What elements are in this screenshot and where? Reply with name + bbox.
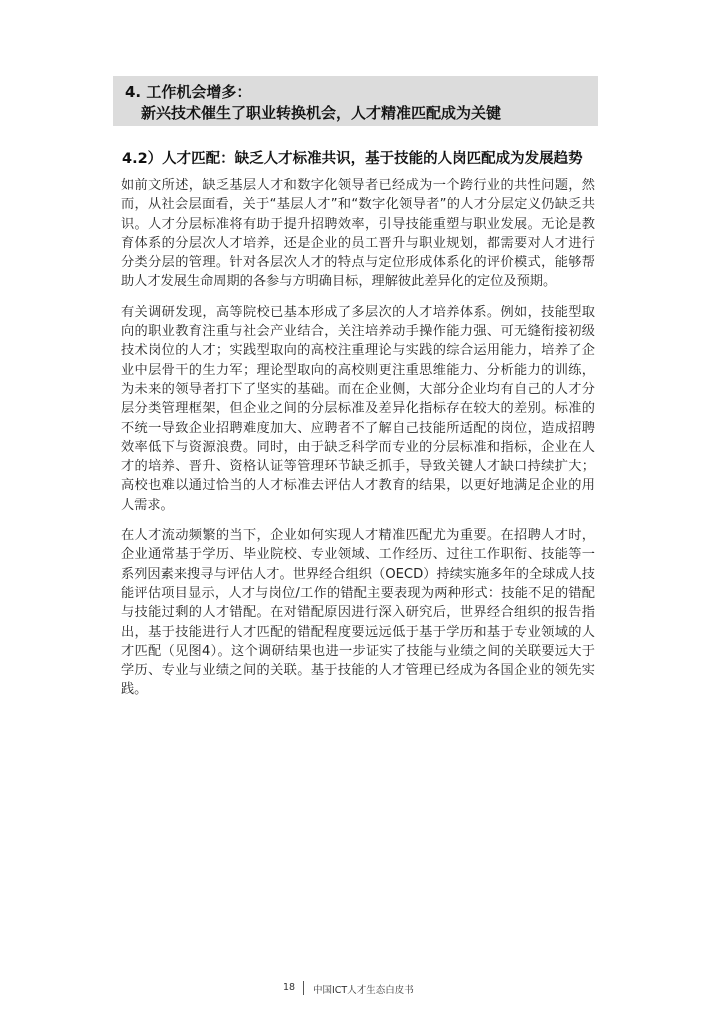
- paragraph: 有关调研发现，高等院校已基本形成了多层次的人才培养体系。例如，技能型取向的职业教育注重与社会产业结合，关注培养动手操作能力强、可无缝衔接初级技术岗位的人才；实践型取向的高校注重理论与实践的综合运用能力，培养了企业中层骨干的生力军；理论型取向的高校则更注重思维能力、分析能力的训练，为未来的领导者打下了坚实的基础。而在企业侧，大部分企业均有自己的人才分层分类管理框架，但企业之间的分层标准及差异化指标存在较大的差别。标准的不统一导致企业招聘难度加大、应聘者不了解自己技能所适配的岗位，造成招聘效率低下与资源浪费。同时，由于缺乏科学而专业的分层标准和指标，企业在人才的培养、晋升、资格认证等管理环节缺乏抓手，导致关键人才缺口持续扩大；高校也难以通过恰当的人才标准去评估人才教育的结果，以更好地满足企业的用人需求。: [121, 304, 595, 513]
- paragraph: 如前文所述，缺乏基层人才和数字化领导者已经成为一个跨行业的共性问题，然而，从社会层面看，关于“基层人才”和“数字化领导者”的人才分层定义仍缺乏共识。人才分层标准将有助于提升招聘效率，引导技能重塑与职业发展。无论是教育体系的分层次人才培养，还是企业的员工晋升与职业规划，都需要对人才进行分类分层的管理。针对各层次人才的特点与定位形成体系化的评价模式，能够帮助人才发展生命周期的各参与方明确目标，理解彼此差异化的定位及预期。: [121, 178, 595, 290]
- footer-divider: [303, 981, 304, 995]
- section-heading-line2: 新兴技术催生了职业转换机会，人才精准匹配成为关键: [141, 104, 502, 122]
- section-heading-line1: 4. 工作机会增多：: [125, 83, 252, 101]
- section-heading-banner: [113, 76, 598, 126]
- document-title: 中国ICT人才生态白皮书: [313, 985, 414, 996]
- paragraph: 在人才流动频繁的当下，企业如何实现人才精准匹配尤为重要。在招聘人才时，企业通常基于学历、毕业院校、专业领域、工作经历、过往工作职衔、技能等一系列因素来搜寻与评估人才。世界经合组织（OECD）持续实施多年的全球成人技能评估项目显示，人才与岗位/工作的错配主要表现为两种形式：技能不足的错配与技能过剩的人才错配。在对错配原因进行深入研究后，世界经合组织的报告指出，基于技能进行人才匹配的错配程度要远远低于基于学历和基于专业领域的人才匹配（见图4）。这个调研结果也进一步证实了技能与业绩之间的关联要远大于学历、专业与业绩之间的关联。基于技能的人才管理已经成为各国企业的领先实践。: [121, 528, 595, 698]
- subsection-title: 4.2）人才匹配：缺乏人才标准共识，基于技能的人岗匹配成为发展趋势: [122, 151, 583, 167]
- page-number: 18: [283, 982, 296, 993]
- body-text: [121, 176, 595, 711]
- page-footer: [0, 979, 710, 999]
